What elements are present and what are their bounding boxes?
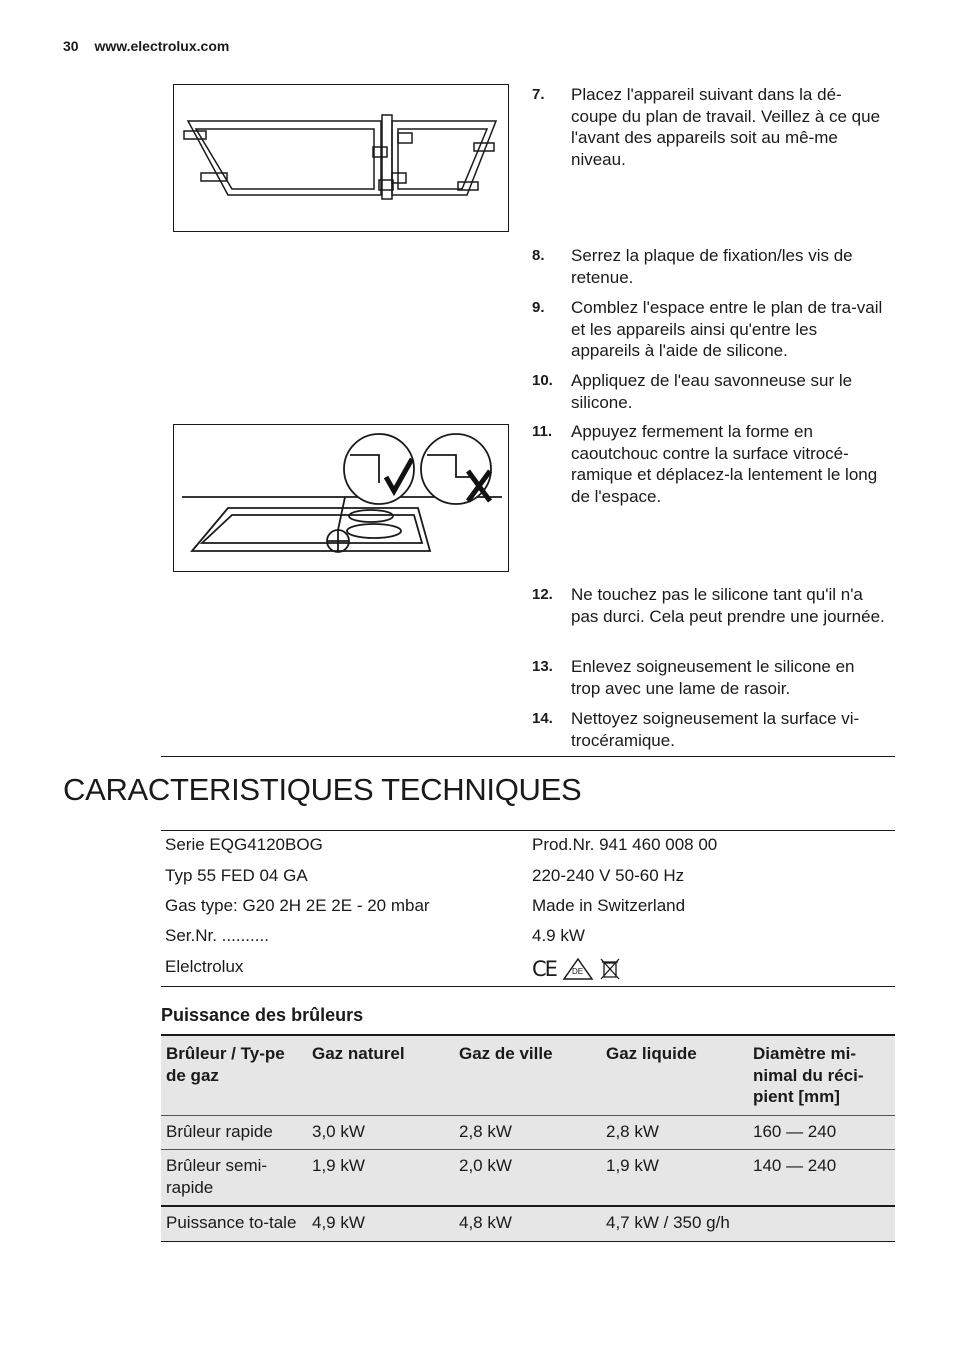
step-number: 11. [532,423,553,440]
table-cell: 2,8 kW [601,1115,748,1150]
table-cell: 2,0 kW [454,1150,601,1207]
table-cell: 3,0 kW [307,1115,454,1150]
step-number: 7. [532,86,545,103]
rating-power: 4.9 kW [532,926,585,945]
table-row [161,1115,895,1150]
header-burner-type: Brûleur / Ty-pe de gaz [161,1035,307,1115]
rating-serie: Serie EQG4120BOG [165,835,323,854]
table-row-total [161,1206,895,1241]
step-text: Placez l'appareil suivant dans la dé-coupe du plan de travail. Veillez à ce que l'avant des appareils soit au mê-me niveau. [571,85,881,169]
site-url: www.electrolux.com [94,38,230,54]
step-number: 12. [532,586,553,603]
section-title: CARACTERISTIQUES TECHNIQUES [63,772,582,807]
rating-voltage: 220-240 V 50-60 Hz [532,866,685,885]
step-text: Nettoyez soigneusement la surface vi-trocéramique. [571,709,860,750]
table-cell [748,1206,895,1241]
table-cell: 4,8 kW [454,1206,601,1241]
figure-hobs-fixing [173,84,509,232]
rating-typ: Typ 55 FED 04 GA [165,866,308,885]
table-cell: Puissance to-tale [161,1206,307,1241]
rating-plate-bottom-rule [161,986,895,987]
figure-silicone-shaping [173,424,509,572]
dvgw-mark-text: DE [572,967,584,976]
step-text: Appuyez fermement la forme en caoutchouc contre la surface vitrocé-ramique et déplacez-la lentement le long de l'espace. [571,422,878,506]
rating-ser-nr: Ser.Nr. .......... [165,926,269,945]
rating-origin: Made in Switzerland [532,896,686,915]
step-number: 10. [532,372,553,389]
ce-mark-icon: CE [532,957,556,981]
step-text: Ne touchez pas le silicone tant qu'il n'a pas durci. Cela peut prendre une journée. [571,585,885,626]
table-cell: 1,9 kW [307,1150,454,1207]
table-cell: Brûleur semi-rapide [161,1150,307,1207]
table-row [161,1150,895,1207]
step-text: Appliquez de l'eau savonneuse sur le silicone. [571,371,853,412]
rating-gas-type: Gas type: G20 2H 2E 2E - 20 mbar [165,896,430,915]
header-liquid-gas: Gaz liquide [601,1035,748,1115]
rating-plate-top-rule [161,830,895,831]
weee-bin-icon [598,957,622,981]
header-natural-gas: Gaz naturel [307,1035,454,1115]
header-town-gas: Gaz de ville [454,1035,601,1115]
table-cell: 2,8 kW [454,1115,601,1150]
table-cell: 160 — 240 [748,1115,895,1150]
table-cell: 4,7 kW / 350 g/h [601,1206,748,1241]
step-text: Enlevez soigneusement le silicone en trop avec une lame de rasoir. [571,657,855,698]
burner-section-title: Puissance des brûleurs [161,1005,364,1025]
burner-power-table [161,1034,895,1242]
table-header-row [161,1035,895,1115]
certification-marks [532,957,632,981]
step-text: Serrez la plaque de fixation/les vis de retenue. [571,246,853,287]
section-divider [161,756,895,757]
step-number: 8. [532,247,545,264]
table-cell: 4,9 kW [307,1206,454,1241]
page-number: 30 [63,38,79,54]
rating-brand: Elelctrolux [165,957,244,976]
step-number: 9. [532,299,545,316]
page-header [63,38,229,54]
step-text: Comblez l'espace entre le plan de tra-vail et les appareils ainsi qu'entre les appareils à l'aide de silicone. [571,298,883,360]
step-number: 14. [532,710,553,727]
silicone-profile-check-illustration [174,425,508,571]
step-number: 13. [532,658,553,675]
rating-prod-nr: Prod.Nr. 941 460 008 00 [532,835,718,854]
header-min-diameter: Diamètre mi-nimal du réci-pient [mm] [748,1035,895,1115]
table-cell: 140 — 240 [748,1150,895,1207]
table-cell: Brûleur rapide [161,1115,307,1150]
table-cell: 1,9 kW [601,1150,748,1207]
two-hobs-with-brackets-illustration [174,85,508,231]
